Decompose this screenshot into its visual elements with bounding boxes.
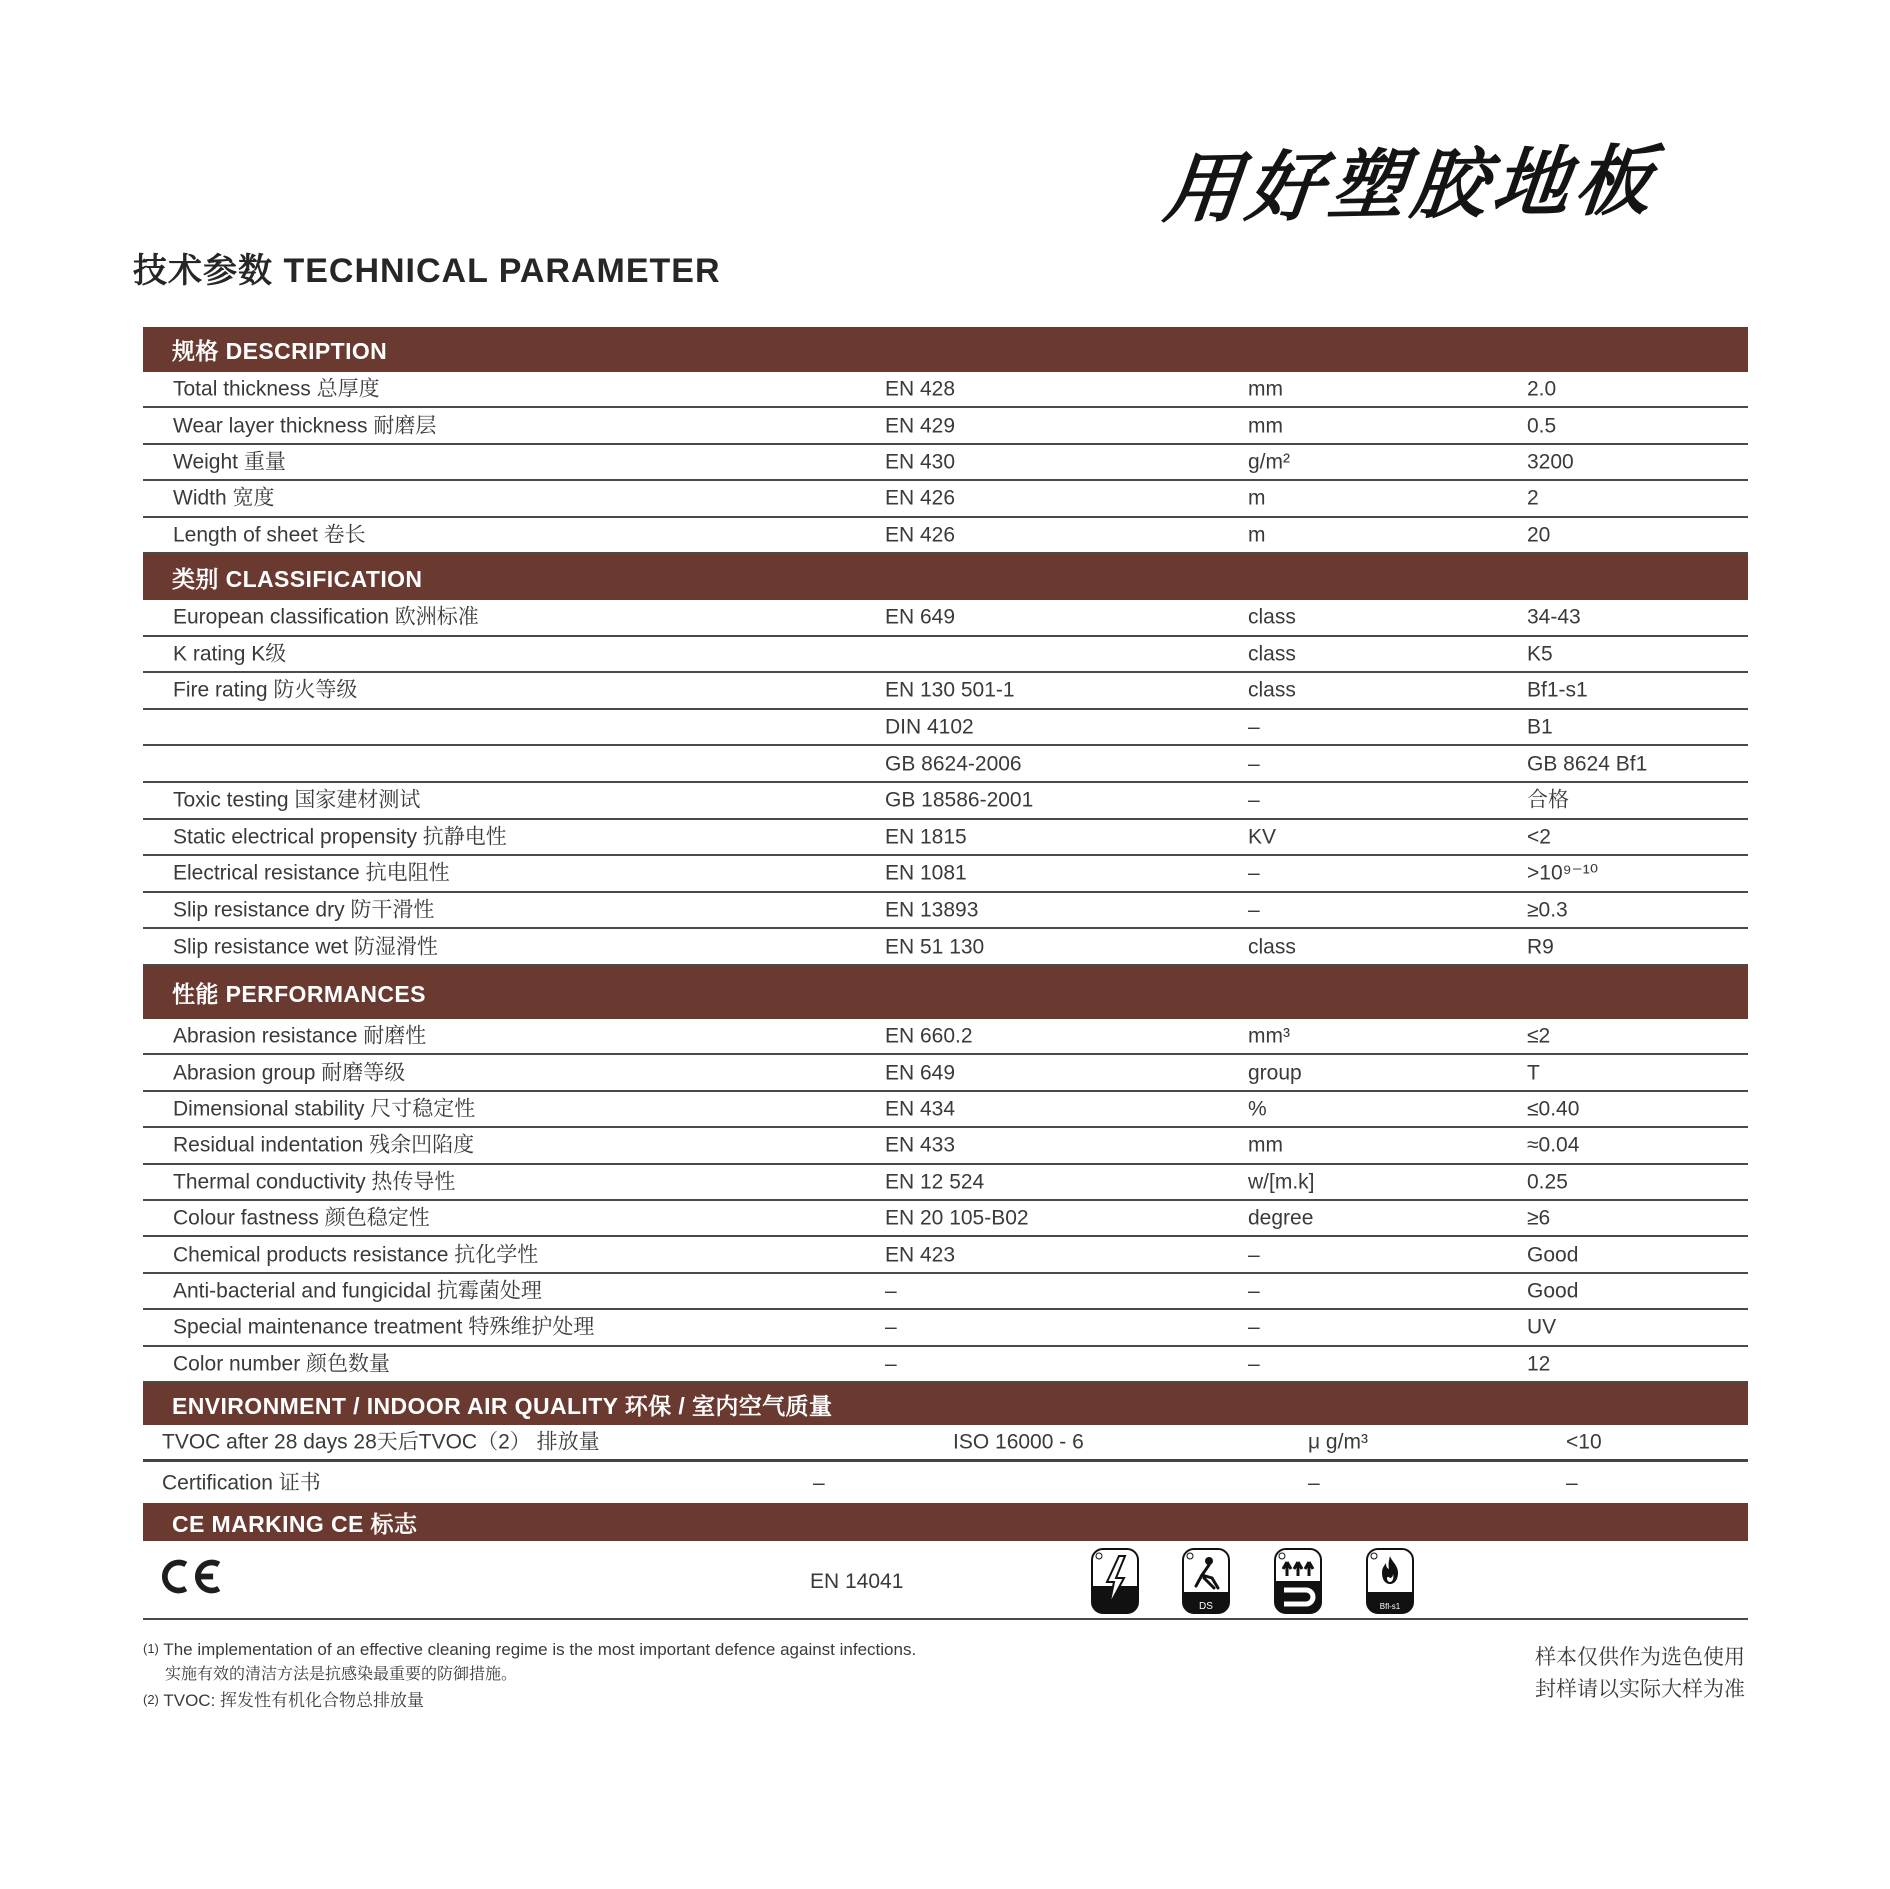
table-row [143, 1310, 1748, 1346]
cell-value: ≤0.40 [1527, 1097, 1580, 1121]
cell-standard: EN 430 [885, 450, 956, 474]
table-row [143, 408, 1748, 444]
cell-label: TVOC after 28 days 28天后TVOC（2） 排放量 [162, 1430, 600, 1454]
cell-standard: EN 660.2 [885, 1024, 973, 1048]
performances-rows [143, 1019, 1748, 1383]
cell-value: 2 [1527, 486, 1539, 510]
cell-unit: – [1248, 1279, 1260, 1303]
description-rows [143, 372, 1748, 554]
table-row [143, 481, 1748, 517]
cell-unit: mm [1248, 377, 1283, 401]
environment-rows [143, 1425, 1748, 1503]
cell-standard: – [885, 1352, 897, 1376]
cell-value: 0.25 [1527, 1170, 1568, 1194]
cell-value: 合格 [1527, 788, 1569, 812]
cell-value: 34-43 [1527, 605, 1581, 629]
cell-label: Toxic testing 国家建材测试 [173, 788, 421, 812]
cell-unit: – [1308, 1471, 1320, 1494]
brand-calligraphy: 用好塑胶地板 [1160, 139, 1662, 233]
cell-value: ≥0.3 [1527, 898, 1568, 922]
cell-unit: – [1248, 1243, 1260, 1267]
cell-unit: class [1248, 935, 1296, 959]
cell-label: Slip resistance wet 防湿滑性 [173, 935, 438, 959]
antistatic-icon [1091, 1548, 1139, 1614]
cell-unit: – [1248, 715, 1260, 739]
cell-unit: % [1248, 1097, 1267, 1121]
section-header-label: ENVIRONMENT / INDOOR AIR QUALITY 环保 / 室内空气质量 [172, 1392, 833, 1419]
cell-label: Dimensional stability 尺寸稳定性 [173, 1097, 476, 1121]
section-header-label: 类别 CLASSIFICATION [172, 565, 423, 592]
cell-unit: – [1248, 898, 1260, 922]
section-header-label: 规格 DESCRIPTION [172, 338, 388, 364]
cell-label: Fire rating 防火等级 [173, 678, 358, 702]
sample-note-line1: 样本仅供作为选色使用 [1535, 1646, 1745, 1669]
footnote-2: (2) TVOC: 挥发性有机化合物总排放量 [143, 1691, 425, 1710]
cell-standard: EN 13893 [885, 898, 979, 922]
cell-standard: EN 51 130 [885, 935, 985, 959]
table-row [143, 445, 1748, 481]
cell-value: ≥6 [1527, 1206, 1551, 1230]
cell-value: – [1566, 1471, 1578, 1494]
section-header-description [143, 327, 1748, 372]
section-header-ce-marking [143, 1503, 1748, 1541]
cell-standard: EN 426 [885, 486, 956, 510]
footnote-1-cn: 实施有效的清洁方法是抗感染最重要的防御措施。 [165, 1666, 518, 1683]
cell-label: European classification 欧洲标准 [173, 605, 479, 629]
cell-standard: EN 423 [885, 1243, 956, 1267]
cell-unit: m [1248, 486, 1266, 510]
table-row [143, 673, 1748, 710]
cell-unit: – [1248, 1352, 1260, 1376]
cell-standard: – [885, 1279, 897, 1303]
cell-unit: – [1248, 861, 1260, 885]
section-header-classification [143, 554, 1748, 600]
cell-standard: EN 130 501-1 [885, 678, 1015, 702]
cell-value: <2 [1527, 825, 1551, 849]
cell-standard: GB 18586-2001 [885, 788, 1034, 812]
table-row [143, 783, 1748, 820]
cell-standard: EN 428 [885, 377, 956, 401]
table-row [143, 637, 1748, 674]
cell-label: Colour fastness 颜色稳定性 [173, 1206, 430, 1230]
cell-value: B1 [1527, 715, 1553, 739]
section-header-performances [143, 966, 1748, 1019]
cell-value: Good [1527, 1279, 1579, 1303]
cell-standard: ISO 16000 - 6 [953, 1430, 1084, 1454]
table-row [143, 372, 1748, 408]
cell-label: Chemical products resistance 抗化学性 [173, 1243, 539, 1267]
table-row [143, 820, 1748, 857]
cell-standard: EN 433 [885, 1133, 956, 1157]
table-row [143, 710, 1748, 747]
cell-value: Good [1527, 1243, 1579, 1267]
table-row [143, 746, 1748, 783]
ce-standard: EN 14041 [810, 1570, 904, 1593]
table-row [143, 929, 1748, 966]
cell-value: 0.5 [1527, 414, 1557, 438]
cell-value: ≈0.04 [1527, 1133, 1580, 1157]
cell-label: Width 宽度 [173, 486, 275, 510]
cell-unit: KV [1248, 825, 1277, 849]
cell-label: Color number 颜色数量 [173, 1352, 391, 1376]
cell-label: Wear layer thickness 耐磨层 [173, 414, 437, 438]
cell-standard: EN 426 [885, 523, 956, 547]
cell-label: Electrical resistance 抗电阻性 [173, 861, 450, 885]
svg-text:Bfl-s1: Bfl-s1 [1379, 1602, 1401, 1611]
table-row [143, 1425, 1748, 1462]
cell-label: Static electrical propensity 抗静电性 [173, 825, 507, 849]
table-row [143, 1201, 1748, 1237]
cell-standard: EN 1081 [885, 861, 967, 885]
svg-text:DS: DS [1199, 1601, 1213, 1612]
cell-label: Anti-bacterial and fungicidal 抗霉菌处理 [173, 1279, 542, 1303]
footnote-marker: (1) [143, 1641, 159, 1656]
table-row [143, 1019, 1748, 1055]
section-header-label: CE MARKING CE 标志 [172, 1510, 418, 1537]
cell-unit: – [1248, 1315, 1260, 1339]
table-row [143, 1274, 1748, 1310]
table-row [143, 600, 1748, 637]
slip-resistance-icon [1182, 1548, 1230, 1614]
cell-standard: EN 649 [885, 605, 956, 629]
cell-unit: mm [1248, 414, 1283, 438]
cell-label: Abrasion resistance 耐磨性 [173, 1024, 427, 1048]
table-row [143, 856, 1748, 893]
cell-standard: – [813, 1471, 825, 1494]
section-header-environment [143, 1383, 1748, 1425]
cell-label: Weight 重量 [173, 450, 286, 474]
cell-label: Length of sheet 卷长 [173, 523, 366, 547]
cell-unit: w/[m.k] [1248, 1170, 1315, 1194]
cell-standard: EN 429 [885, 414, 956, 438]
cell-value: T [1527, 1061, 1540, 1085]
cell-standard: DIN 4102 [885, 715, 974, 739]
table-row [143, 1462, 1748, 1503]
footnote-1-en: (1) The implementation of an effective cleaning regime is the most important defence against infections. [143, 1640, 917, 1659]
cell-unit: m [1248, 523, 1266, 547]
cell-label: Residual indentation 残余凹陷度 [173, 1133, 475, 1157]
table-row [143, 1055, 1748, 1091]
cell-label: Abrasion group 耐磨等级 [173, 1061, 406, 1085]
section-header-label: 性能 PERFORMANCES [172, 981, 426, 1007]
table-bottom-rule [143, 1618, 1748, 1620]
cell-value: 20 [1527, 523, 1551, 547]
cell-unit: g/m² [1248, 450, 1290, 474]
cell-value: >10⁹⁻¹⁰ [1527, 861, 1599, 885]
ce-mark-icon [156, 1554, 222, 1604]
cell-value: Bf1-s1 [1527, 678, 1588, 702]
cell-standard: EN 649 [885, 1061, 956, 1085]
sample-note-line2: 封样请以实际大样为准 [1535, 1678, 1745, 1701]
cell-value: K5 [1527, 642, 1553, 666]
cell-unit: mm [1248, 1133, 1283, 1157]
cell-unit: – [1248, 752, 1260, 776]
cell-standard: – [885, 1315, 897, 1339]
cell-value: 2.0 [1527, 377, 1557, 401]
table-row [143, 1092, 1748, 1128]
table-row [143, 518, 1748, 554]
table-row [143, 1237, 1748, 1273]
cell-value: ≤2 [1527, 1024, 1551, 1048]
cell-label: K rating K级 [173, 642, 287, 666]
underfloor-heating-icon [1274, 1548, 1322, 1614]
cell-value: 3200 [1527, 450, 1574, 474]
cell-unit: class [1248, 678, 1296, 702]
cell-label: Special maintenance treatment 特殊维护处理 [173, 1315, 595, 1339]
cell-standard: EN 12 524 [885, 1170, 985, 1194]
cell-standard: EN 20 105-B02 [885, 1206, 1029, 1230]
cell-label: Slip resistance dry 防干滑性 [173, 898, 435, 922]
cell-standard: EN 1815 [885, 825, 967, 849]
cell-unit: class [1248, 642, 1296, 666]
cell-unit: group [1248, 1061, 1302, 1085]
cell-label: Total thickness 总厚度 [173, 377, 380, 401]
cell-value: <10 [1566, 1430, 1602, 1454]
cell-label: Certification 证书 [162, 1471, 321, 1494]
table-row [143, 893, 1748, 930]
cell-value: UV [1527, 1315, 1557, 1339]
cell-unit: degree [1248, 1206, 1314, 1230]
table-row [143, 1165, 1748, 1201]
table-row [143, 1128, 1748, 1164]
cell-unit: mm³ [1248, 1024, 1290, 1048]
cell-value: 12 [1527, 1352, 1551, 1376]
cell-standard: EN 434 [885, 1097, 956, 1121]
fire-rating-icon [1366, 1548, 1414, 1614]
cell-label: Thermal conductivity 热传导性 [173, 1170, 456, 1194]
cell-standard: GB 8624-2006 [885, 752, 1022, 776]
classification-rows [143, 600, 1748, 966]
cell-unit: – [1248, 788, 1260, 812]
cell-unit: μ g/m³ [1308, 1430, 1368, 1454]
footnote-marker: (2) [143, 1692, 159, 1707]
page-title: 技术参数 TECHNICAL PARAMETER [133, 252, 721, 290]
cell-value: R9 [1527, 935, 1554, 959]
cell-unit: class [1248, 605, 1296, 629]
table-row [143, 1347, 1748, 1383]
cell-value: GB 8624 Bf1 [1527, 752, 1648, 776]
